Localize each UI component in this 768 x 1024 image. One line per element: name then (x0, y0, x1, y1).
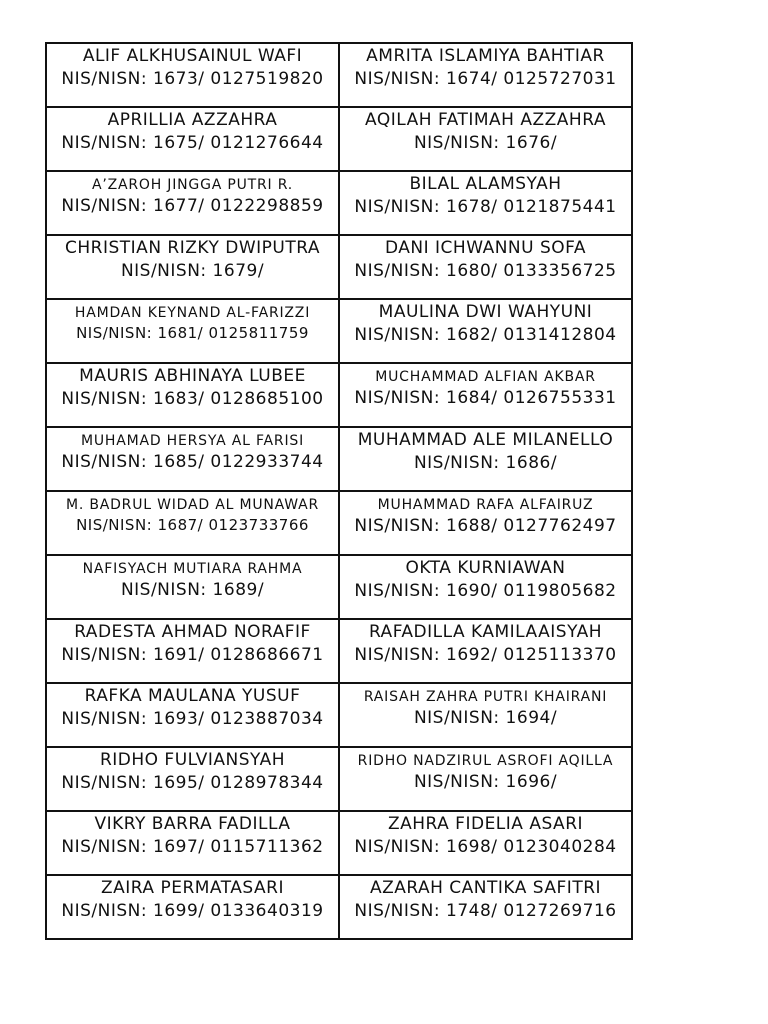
label-row (46, 427, 632, 491)
student-label-cell (46, 875, 339, 939)
student-nis: NIS/NISN: 1694/ (413, 708, 558, 728)
student-label-cell (46, 235, 339, 299)
student-label-cell (46, 171, 339, 235)
student-name: RADESTA AHMAD NORAFIF (74, 622, 311, 642)
student-name: NAFISYACH MUTIARA RAHMA (82, 561, 303, 577)
student-nis: NIS/NISN: 1681/ 0125811759 (76, 324, 309, 342)
label-row (46, 811, 632, 875)
student-name: CHRISTIAN RIZKY DWIPUTRA (65, 238, 320, 258)
student-name: ZAHRA FIDELIA ASARI (387, 814, 584, 834)
student-nis: NIS/NISN: 1699/ 0133640319 (61, 901, 324, 921)
student-label-cell (339, 683, 632, 747)
student-nis: NIS/NISN: 1692/ 0125113370 (354, 645, 617, 665)
student-label-cell (339, 491, 632, 555)
student-nis: NIS/NISN: 1675/ 0121276644 (61, 133, 324, 153)
student-name: RAFKA MAULANA YUSUF (84, 686, 301, 706)
label-row (46, 299, 632, 363)
student-name: AQILAH FATIMAH AZZAHRA (365, 110, 606, 130)
student-name: DANI ICHWANNU SOFA (384, 238, 587, 258)
student-name: MAURIS ABHINAYA LUBEE (79, 366, 306, 386)
label-row (46, 107, 632, 171)
student-label-cell (339, 299, 632, 363)
student-label-cell (339, 427, 632, 491)
student-name: RIDHO NADZIRUL ASROFI AQILLA (357, 753, 614, 769)
student-label-cell (46, 747, 339, 811)
student-label-cell (46, 107, 339, 171)
student-label-cell (339, 875, 632, 939)
student-label-cell (46, 811, 339, 875)
student-label-grid (45, 42, 633, 940)
student-nis: NIS/NISN: 1691/ 0128686671 (61, 645, 324, 665)
student-name: RAFADILLA KAMILAAISYAH (368, 622, 603, 642)
label-row (46, 235, 632, 299)
student-label-cell (46, 363, 339, 427)
label-row (46, 491, 632, 555)
student-nis: NIS/NISN: 1688/ 0127762497 (354, 516, 617, 536)
student-nis: NIS/NISN: 1690/ 0119805682 (354, 581, 617, 601)
label-grid-body (46, 43, 632, 939)
label-row (46, 747, 632, 811)
student-nis: NIS/NISN: 1684/ 0126755331 (354, 388, 617, 408)
student-name: OKTA KURNIAWAN (405, 558, 566, 578)
student-label-cell (339, 235, 632, 299)
student-label-cell (46, 555, 339, 619)
student-label-cell (46, 43, 339, 107)
student-label-cell (46, 491, 339, 555)
student-name: M. BADRUL WIDAD AL MUNAWAR (65, 497, 320, 513)
student-nis: NIS/NISN: 1676/ (413, 133, 558, 153)
student-name: VIKRY BARRA FADILLA (94, 814, 291, 834)
student-nis: NIS/NISN: 1682/ 0131412804 (354, 325, 617, 345)
student-nis: NIS/NISN: 1673/ 0127519820 (61, 69, 324, 89)
student-name: HAMDAN KEYNAND AL-FARIZZI (74, 305, 311, 321)
label-row (46, 43, 632, 107)
student-nis: NIS/NISN: 1680/ 0133356725 (354, 261, 617, 281)
student-name: RAISAH ZAHRA PUTRI KHAIRANI (363, 689, 608, 705)
student-nis: NIS/NISN: 1686/ (413, 453, 558, 473)
student-name: MUHAMAD HERSYA AL FARISI (80, 433, 305, 449)
student-name: ZAIRA PERMATASARI (101, 878, 284, 898)
student-nis: NIS/NISN: 1698/ 0123040284 (354, 837, 617, 857)
student-label-cell (339, 171, 632, 235)
student-name: A’ZAROH JINGGA PUTRI R. (91, 177, 293, 193)
student-label-cell (339, 747, 632, 811)
student-nis: NIS/NISN: 1697/ 0115711362 (61, 837, 324, 857)
student-name: BILAL ALAMSYAH (409, 174, 562, 194)
label-row (46, 363, 632, 427)
label-row (46, 875, 632, 939)
student-name: MUCHAMMAD ALFIAN AKBAR (375, 369, 596, 385)
student-name: RIDHO FULVIANSYAH (99, 750, 286, 770)
student-nis: NIS/NISN: 1695/ 0128978344 (61, 773, 324, 793)
student-label-cell (46, 683, 339, 747)
student-nis: NIS/NISN: 1689/ (120, 580, 265, 600)
student-label-cell (339, 619, 632, 683)
student-nis: NIS/NISN: 1683/ 0128685100 (61, 389, 324, 409)
student-label-cell (46, 619, 339, 683)
student-nis: NIS/NISN: 1674/ 0125727031 (354, 69, 617, 89)
student-nis: NIS/NISN: 1687/ 0123733766 (76, 516, 309, 534)
label-row (46, 683, 632, 747)
student-nis: NIS/NISN: 1677/ 0122298859 (61, 196, 324, 216)
student-label-cell (46, 427, 339, 491)
student-nis: NIS/NISN: 1748/ 0127269716 (354, 901, 617, 921)
student-nis: NIS/NISN: 1696/ (413, 772, 558, 792)
student-nis: NIS/NISN: 1678/ 0121875441 (354, 197, 617, 217)
student-name: MUHAMMAD RAFA ALFAIRUZ (377, 497, 594, 513)
student-label-cell (339, 43, 632, 107)
student-label-cell (339, 555, 632, 619)
label-row (46, 171, 632, 235)
student-nis: NIS/NISN: 1693/ 0123887034 (61, 709, 324, 729)
student-name: ALIF ALKHUSAINUL WAFI (82, 46, 303, 66)
student-label-cell (339, 107, 632, 171)
student-nis: NIS/NISN: 1685/ 0122933744 (61, 452, 324, 472)
student-label-cell (339, 363, 632, 427)
student-nis: NIS/NISN: 1679/ (120, 261, 265, 281)
label-row (46, 619, 632, 683)
student-label-cell (339, 811, 632, 875)
student-name: AZARAH CANTIKA SAFITRI (369, 878, 602, 898)
student-name: APRILLIA AZZAHRA (107, 110, 278, 130)
student-name: MAULINA DWI WAHYUNI (378, 302, 593, 322)
student-name: AMRITA ISLAMIYA BAHTIAR (366, 46, 605, 66)
student-label-cell (46, 299, 339, 363)
label-row (46, 555, 632, 619)
student-name: MUHAMMAD ALE MILANELLO (357, 430, 614, 450)
